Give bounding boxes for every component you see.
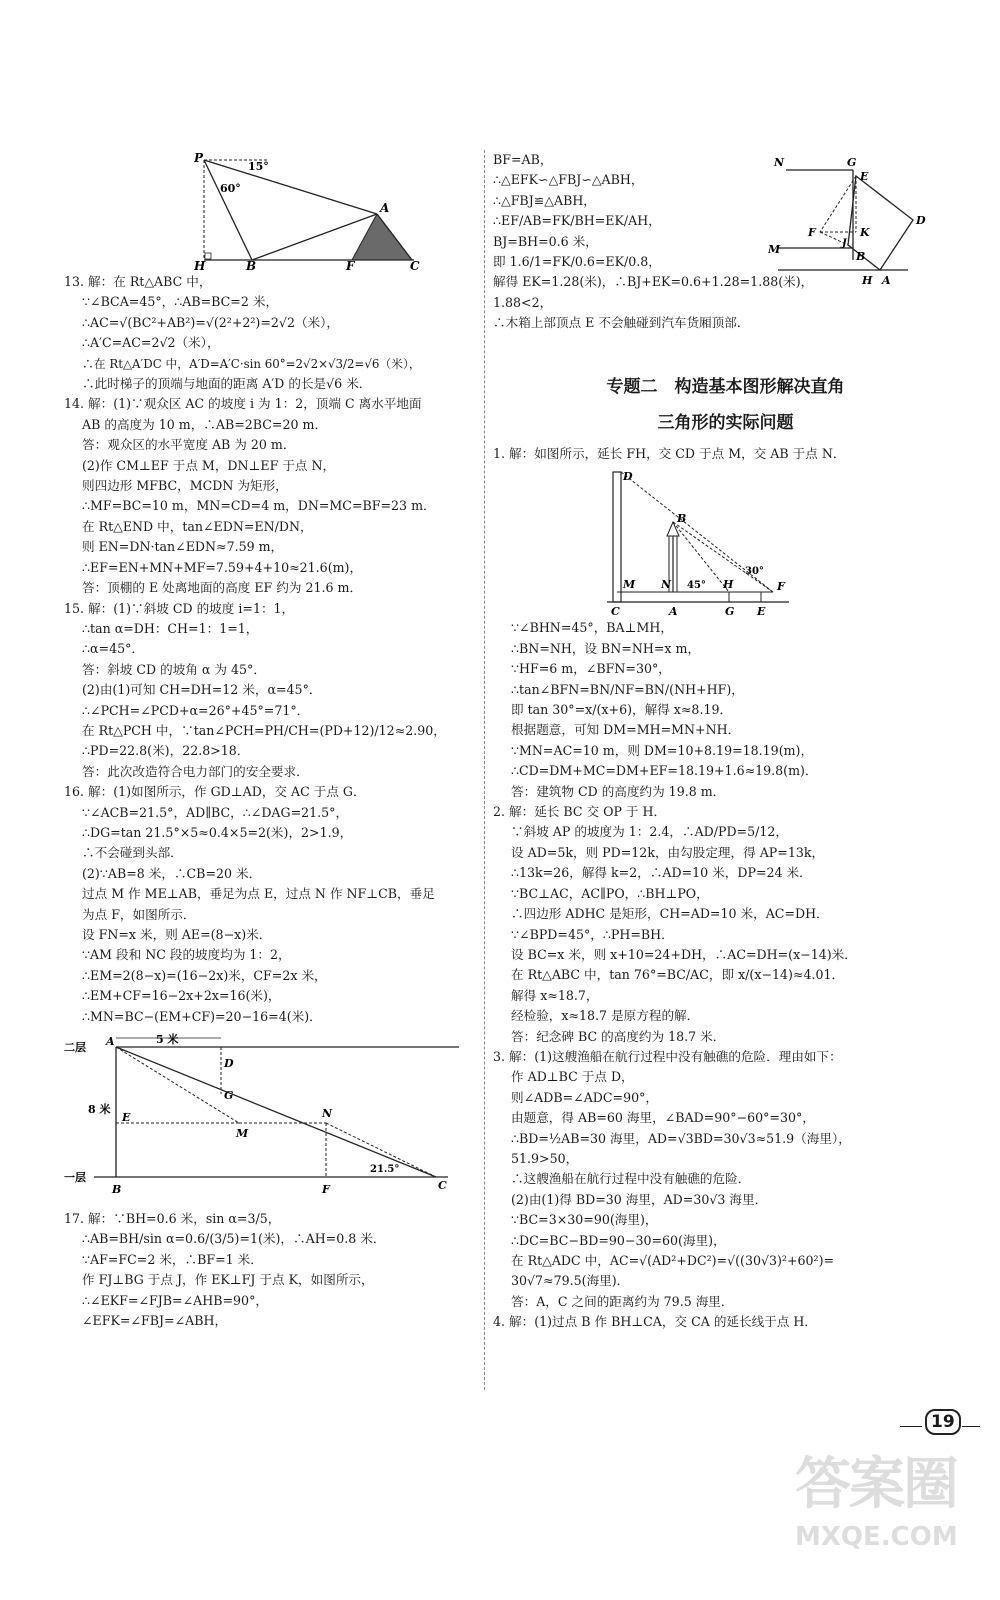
text-line: ∴BN=NH，设 BN=NH=x m，	[511, 640, 701, 656]
watermark-main: 答案圈	[795, 1452, 957, 1517]
label-F: F	[322, 1183, 330, 1197]
text-line: 由题意，得 AB=60 海里，∠BAD=90°−60°=30°，	[511, 1110, 815, 1126]
page-number	[925, 1412, 961, 1432]
text-line: 即 tan 30°=x/(x+6)，解得 x≈8.19．	[511, 702, 733, 718]
text-line: ∴四边形 ADHC 是矩形，CH=AD=10 米，AC=DH．	[511, 906, 829, 922]
text-line: 15. 解：(1)∵斜坡 CD 的坡度 i=1：1，	[64, 600, 295, 616]
label-60deg: 60°	[220, 182, 241, 195]
text-line: ∴不会碰到头部．	[82, 845, 183, 861]
text-line: ∴EM=2(8−x)=(16−2x)米，CF=2x 米，	[82, 967, 327, 983]
text-line: AB 的高度为 10 m，∴AB=2BC=20 m．	[82, 416, 328, 432]
label-J: J	[842, 238, 847, 249]
figure-ladder	[194, 152, 434, 270]
text-line: 答：A，C 之间的距离约为 79.5 海里．	[511, 1293, 734, 1309]
label-B: B	[677, 512, 687, 526]
text-line: ∴这艘渔船在航行过程中没有触礁的危险．	[511, 1171, 751, 1187]
text-line: ∵BC=3×30=90(海里)，	[511, 1212, 658, 1228]
label-G: G	[224, 1089, 234, 1103]
text-line: 解得 x≈18.7，	[511, 987, 599, 1003]
text-line: ∴此时梯子的顶端与地面的距离 A′D 的长是√6 米．	[82, 376, 372, 392]
problem-16	[64, 782, 476, 1027]
label-H: H	[862, 274, 873, 287]
right-column	[493, 150, 958, 1333]
text-line: ∴在 Rt△A′DC 中，A′D=A′C·sin 60°=2√2×√3/2=√6（米），	[82, 356, 421, 371]
text-line: ∴13k=26，解得 k=2，∴AD=10 米，DP=24 米．	[511, 865, 812, 881]
problem-r2	[493, 802, 958, 1047]
text-line: 设 FN=x 米，则 AE=(8−x)米．	[82, 927, 272, 942]
text-line: (2)由(1)可知 CH=DH=12 米，α=45°．	[82, 682, 322, 698]
text-line: ∵AF=FC=2 米，∴BF=1 米．	[82, 1251, 263, 1267]
text-line: ∴MF=BC=10 m，MN=CD=4 m，DN=MC=BF=23 m．	[82, 498, 436, 514]
label-N: N	[774, 156, 785, 169]
text-line: 17. 解：∵BH=0.6 米，sin α=3/5，	[64, 1211, 281, 1227]
problem-13	[64, 272, 476, 394]
column-divider	[484, 150, 485, 1390]
watermark	[795, 1450, 985, 1590]
text-line: 根据题意，可知 DM=MH=MN+NH．	[511, 722, 741, 738]
label-angle: 21.5°	[370, 1164, 400, 1176]
label-D: D	[916, 214, 926, 227]
label-M: M	[768, 243, 781, 256]
label-15deg: 15°	[248, 160, 269, 173]
figure-building	[603, 466, 803, 616]
text-line: ∵斜坡 AP 的坡度为 1：2.4，∴AD/PD=5/12，	[511, 824, 788, 840]
section-heading	[493, 372, 958, 438]
label-8m: 8 米	[88, 1103, 111, 1117]
text-line: ∵∠BCA=45°，∴AB=BC=2 米，	[82, 294, 279, 310]
page-number-rule-right	[962, 1426, 980, 1427]
text-line: 则 EN=DN·tan∠EDN≈7.59 m，	[82, 539, 284, 555]
text-line: ∵∠ACB=21.5°，AD∥BC，∴∠DAG=21.5°，	[82, 804, 349, 820]
label-A: A	[882, 274, 891, 287]
label-floor1: 一层	[64, 1171, 86, 1185]
text-line: 过点 M 作 ME⊥AB，垂足为点 E，过点 N 作 NF⊥CB，垂足	[82, 886, 435, 902]
text-line: 作 FJ⊥BG 于点 J，作 EK⊥FJ 于点 K，如图所示，	[82, 1272, 374, 1288]
problem-15	[64, 599, 476, 783]
page-number-rule-left	[900, 1426, 922, 1427]
problem-r4	[493, 1312, 958, 1332]
text-line: ∴DC=BC−BD=90−30=60(海里)，	[511, 1232, 726, 1248]
left-column	[64, 150, 476, 1331]
label-H: H	[723, 578, 734, 592]
label-M: M	[623, 578, 636, 592]
text-line: ∴△FBJ≌△ABH，	[493, 192, 596, 208]
text-line: ∵HF=6 m，∠BFN=30°，	[511, 661, 671, 677]
text-line: 答：顶棚的 E 处离地面的高度 EF 约为 21.6 m．	[82, 580, 363, 596]
text-line: 在 Rt△PCH 中，∵tan∠PCH=PH/CH=(PD+12)/12≈2.90，	[82, 722, 446, 738]
page-number-text: 19	[925, 1409, 961, 1435]
text-line: ∵AM 段和 NC 段的坡度均为 1：2，	[82, 947, 291, 963]
text-line: ∴△EFK∽△FBJ∽△ABH，	[493, 172, 644, 188]
problem-r1-body	[493, 618, 958, 802]
label-A: A	[380, 201, 390, 215]
text-line: BJ=BH=0.6 米，	[493, 233, 598, 249]
text-line: 30√7≈79.5(海里)．	[511, 1273, 630, 1289]
label-B: B	[856, 250, 866, 263]
label-G: G	[725, 605, 735, 617]
text-line: 13. 解：在 Rt△ABC 中，	[64, 274, 212, 289]
label-C: C	[611, 605, 620, 617]
label-G: G	[847, 156, 857, 169]
text-line: 则∠ADB=∠ADC=90°，	[511, 1089, 658, 1105]
text-line: 设 AD=5k，则 PD=12k，由勾股定理，得 AP=13k，	[511, 844, 825, 860]
text-line: ∴PD=22.8(米)，22.8>18．	[82, 743, 250, 759]
label-F: F	[346, 259, 355, 270]
problem-14	[64, 394, 476, 598]
text-line: 即 1.6/1=FK/0.6=EK/0.8，	[493, 254, 661, 270]
text-line: ∵∠BHN=45°，BA⊥MH，	[511, 620, 673, 636]
text-line: ∴BD=½AB=30 海里，AD=√3BD=30√3≈51.9（海里），	[511, 1130, 851, 1146]
label-A: A	[106, 1035, 115, 1049]
text-line: 3. 解：(1)这艘渔船在航行过程中没有触礁的危险．理由如下：	[493, 1048, 842, 1064]
text-line: 4. 解：(1)过点 B 作 BH⊥CA，交 CA 的延长线于点 H．	[493, 1314, 817, 1330]
label-P: P	[194, 152, 204, 165]
text-line: ∴木箱上部顶点 E 不会触碰到汽车货厢顶部．	[493, 315, 750, 331]
text-line: 答：此次改造符合电力部门的安全要求．	[82, 763, 309, 779]
text-line: 51.9>50，	[511, 1150, 579, 1166]
label-F: F	[777, 580, 785, 594]
label-5m: 5 米	[156, 1033, 179, 1047]
label-N: N	[661, 578, 672, 592]
watermark-url: MXQE.COM	[795, 1522, 958, 1552]
label-30deg: 30°	[745, 566, 764, 578]
problem-17-continued	[493, 150, 814, 334]
text-line: ∴CD=DM+MC=DM+EF=18.19+1.6≈19.8(m)．	[511, 763, 818, 779]
figure-truck-box	[768, 150, 938, 300]
label-A: A	[669, 605, 678, 617]
text-line: 经检验，x≈18.7 是原方程的解．	[511, 1008, 700, 1024]
text-line: 作 AD⊥BC 于点 D，	[511, 1069, 634, 1085]
text-line: ∴AB=BH/sin α=0.6/(3/5)=1(米)，∴AH=0.8 米．	[82, 1231, 386, 1247]
text-line: 1. 解：如图所示，延长 FH，交 CD 于点 M，交 AB 于点 N．	[493, 446, 846, 461]
label-45deg: 45°	[687, 580, 706, 592]
text-line: BF=AB，	[493, 152, 553, 167]
text-line: 14. 解：(1)∵观众区 AC 的坡度 i 为 1：2，顶端 C 离水平地面	[64, 396, 422, 412]
label-E: E	[757, 605, 766, 617]
text-line: ∴A′C=AC=2√2（米），	[82, 335, 220, 351]
text-line: ∴tan∠BFN=BN/NF=BN/(NH+HF)，	[511, 681, 744, 697]
text-line: 答：观众区的水平宽度 AB 为 20 m．	[82, 437, 296, 453]
text-line: 2. 解：延长 BC 交 OP 于 H．	[493, 804, 667, 820]
text-line: ∴tan α=DH：CH=1：1=1，	[82, 620, 259, 636]
label-B: B	[246, 259, 257, 270]
text-line: 答：纪念碑 BC 的高度约为 18.7 米．	[511, 1028, 726, 1044]
label-C: C	[438, 1179, 447, 1193]
text-line: 在 Rt△ADC 中，AC=√(AD²+DC²)=√((30√3)²+60²)=	[511, 1253, 835, 1268]
text-line: 则四边形 MFBC，MCDN 为矩形，	[82, 478, 288, 494]
text-line: (2)由(1)得 BD=30 海里，AD=30√3 海里．	[511, 1191, 768, 1207]
text-line: ∴EF/AB=FK/BH=EK/AH，	[493, 213, 661, 229]
text-line: 答：建筑物 CD 的高度约为 19.8 m．	[511, 783, 726, 799]
text-line: 在 Rt△ABC 中，tan 76°=BC/AC，即 x/(x−14)≈4.01．	[511, 967, 845, 983]
text-line: ∴DG=tan 21.5°×5≈0.4×5=2(米)，2>1.9，	[82, 824, 353, 840]
label-D: D	[224, 1057, 234, 1071]
label-E: E	[122, 1111, 131, 1125]
text-line: ∴EF=EN+MN+MF=7.59+4+10≈21.6(m)，	[82, 559, 363, 575]
problem-17	[64, 1209, 476, 1331]
label-F: F	[808, 226, 816, 239]
text-line: 解得 EK=1.28(米)，∴BJ+EK=0.6+1.28=1.88(米)，	[493, 274, 814, 290]
text-line: 在 Rt△END 中，tan∠EDN=EN/DN，	[82, 518, 313, 534]
text-line: (2)作 CM⊥EF 于点 M，DN⊥EF 于点 N，	[82, 457, 336, 473]
heading-line: 专题二 构造基本图形解决直角	[606, 377, 845, 397]
text-line: 设 BC=x 米，则 x+10=24+DH，∴AC=DH=(x−14)米．	[511, 946, 857, 962]
text-line: ∴MN=BC−(EM+CF)=20−16=4(米)．	[82, 1008, 322, 1024]
text-line: ∵MN=AC=10 m，则 DM=10+8.19=18.19(m)，	[511, 742, 814, 758]
text-line: 16. 解：(1)如图所示，作 GD⊥AD，交 AC 于点 G．	[64, 784, 366, 800]
text-line: 为点 F，如图所示．	[82, 906, 196, 922]
label-D: D	[623, 470, 633, 484]
text-line: ∠EFK=∠FBJ=∠ABH，	[82, 1313, 228, 1329]
label-floor2: 二层	[64, 1041, 86, 1055]
text-line: ∵∠BPD=45°，∴PH=BH．	[511, 926, 674, 942]
label-C: C	[410, 259, 420, 270]
heading-line: 三角形的实际问题	[657, 413, 794, 433]
problem-r1	[493, 444, 958, 464]
figure-stairs	[64, 1033, 459, 1203]
text-line: ∴α=45°．	[82, 641, 144, 657]
label-N: N	[322, 1107, 333, 1121]
text-line: (2)∵AB=8 米，∴CB=20 米．	[82, 865, 262, 881]
label-E: E	[860, 170, 869, 183]
text-line: 1.88<2，	[493, 294, 553, 310]
text-line: 答：斜坡 CD 的坡角 α 为 45°．	[82, 661, 266, 677]
label-K: K	[860, 226, 870, 239]
label-H: H	[194, 259, 206, 270]
text-line: ∴∠PCH=∠PCD+α=26°+45°=71°．	[82, 702, 310, 718]
text-line: ∴AC=√(BC²+AB²)=√(2²+2²)=2√2（米），	[82, 314, 340, 330]
text-line: ∵BC⊥AC，AC∥PO，∴BH⊥PO，	[511, 885, 709, 901]
text-line: ∴EM+CF=16−2x+2x=16(米)，	[82, 988, 281, 1004]
label-M: M	[236, 1127, 249, 1141]
problem-r3	[493, 1047, 958, 1312]
label-B: B	[112, 1183, 122, 1197]
text-line: ∴∠EKF=∠FJB=∠AHB=90°，	[82, 1292, 268, 1308]
